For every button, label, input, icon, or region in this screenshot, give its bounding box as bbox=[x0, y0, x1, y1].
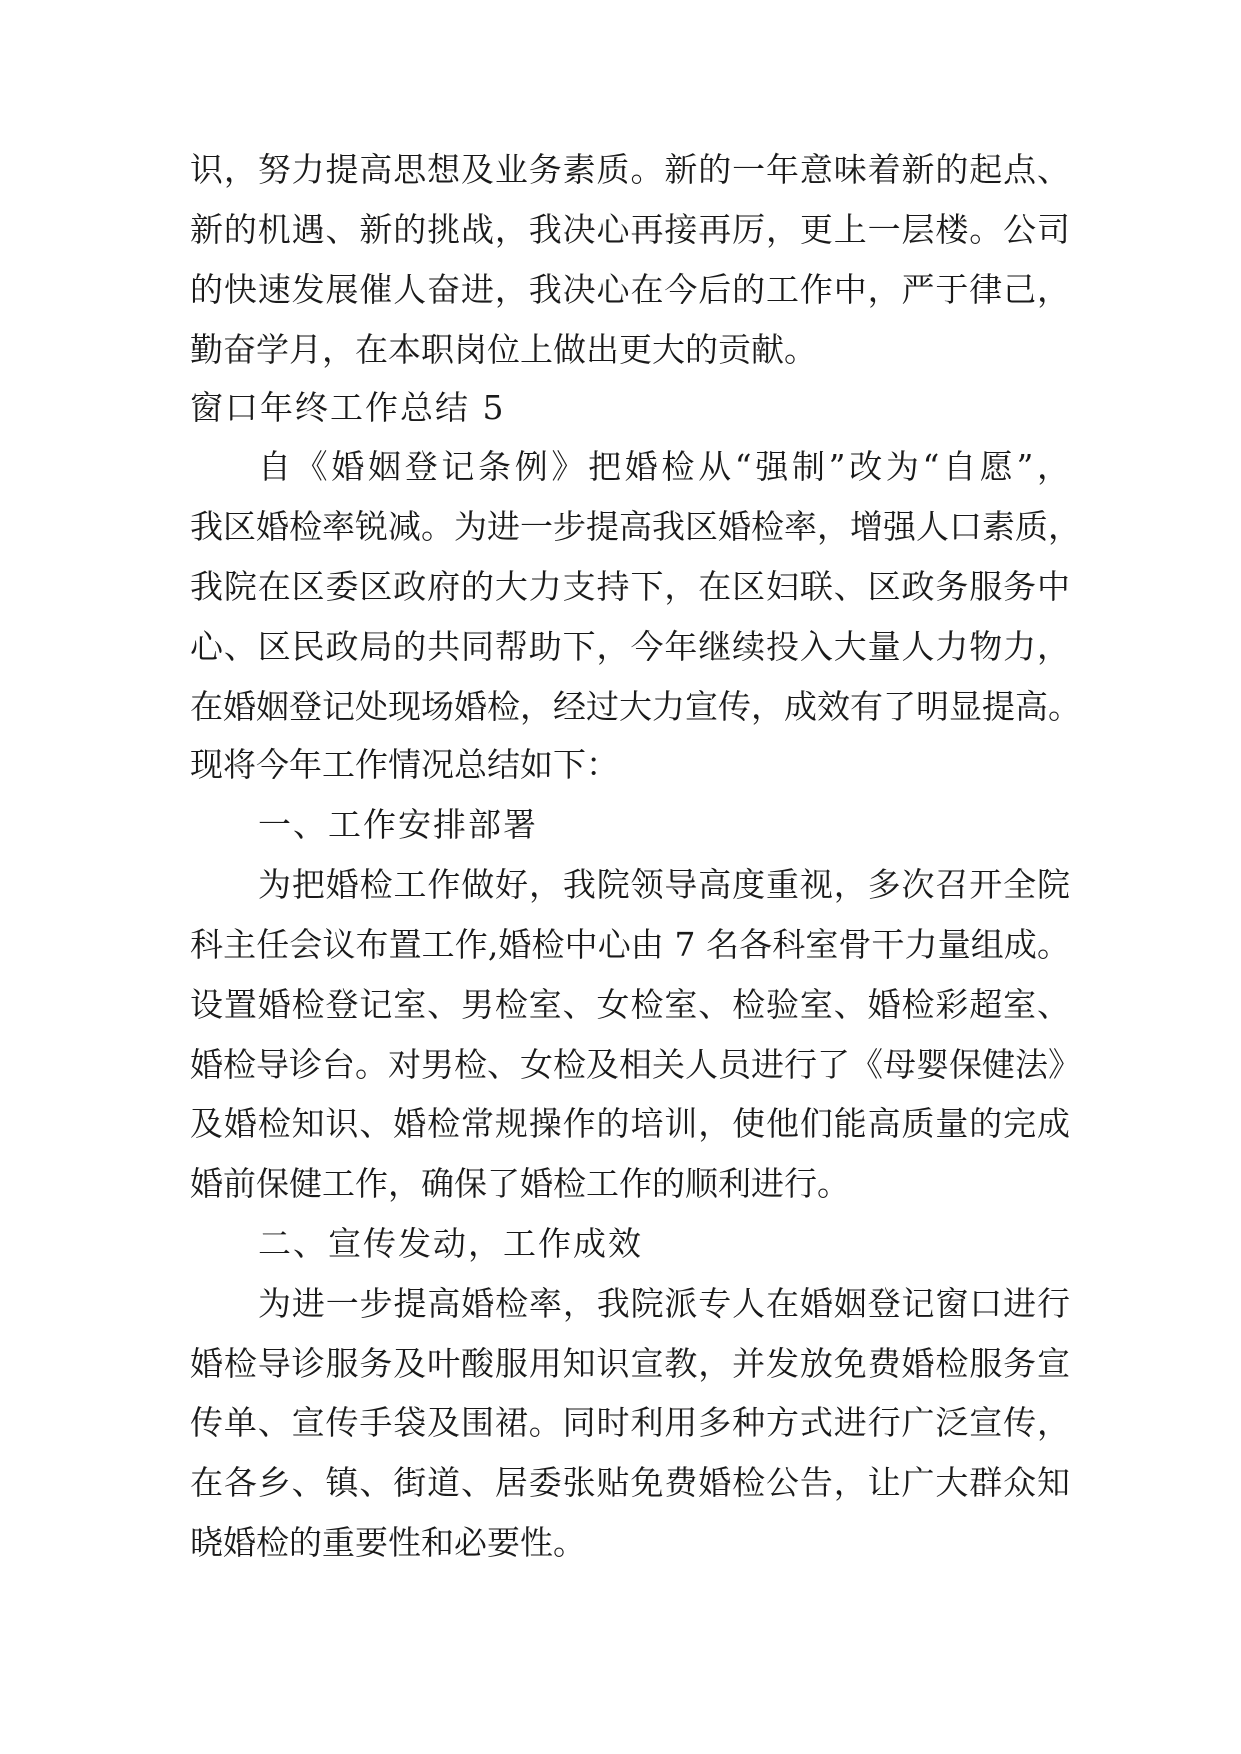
paragraph-line: 设置婚检登记室、男检室、女检室、检验室、婚检彩超室、 bbox=[190, 985, 1070, 1024]
paragraph-line: 及婚检知识、婚检常规操作的培训，使他们能高质量的完成 bbox=[190, 1104, 1070, 1143]
paragraph-line: 科主任会议布置工作,婚检中心由 7 名各科室骨干力量组成。 bbox=[190, 925, 1070, 964]
paragraph-line: 婚检导诊服务及叶酸服用知识宣教，并发放免费婚检服务宣 bbox=[190, 1344, 1070, 1383]
paragraph-line: 自《婚姻登记条例》把婚检从“强制”改为“自愿”， bbox=[258, 447, 1070, 486]
paragraph-line: 晓婚检的重要性和必要性。 bbox=[190, 1523, 586, 1562]
paragraph-line: 勤奋学月，在本职岗位上做出更大的贡献。 bbox=[190, 330, 817, 369]
paragraph-line: 婚前保健工作，确保了婚检工作的顺利进行。 bbox=[190, 1164, 850, 1203]
section-heading: 一、工作安排部署 bbox=[258, 805, 538, 844]
paragraph-line: 识，努力提高思想及业务素质。新的一年意味着新的起点、 bbox=[190, 150, 1070, 189]
paragraph-line: 我院在区委区政府的大力支持下，在区妇联、区政务服务中 bbox=[190, 567, 1070, 606]
paragraph-line: 在各乡、镇、街道、居委张贴免费婚检公告，让广大群众知 bbox=[190, 1463, 1070, 1502]
paragraph-line: 现将今年工作情况总结如下： bbox=[190, 745, 619, 784]
paragraph-line: 的快速发展催人奋进，我决心在今后的工作中，严于律己， bbox=[190, 270, 1070, 309]
paragraph-line: 为把婚检工作做好，我院领导高度重视，多次召开全院 bbox=[258, 865, 1070, 904]
paragraph-line: 在婚姻登记处现场婚检，经过大力宣传，成效有了明显提高。 bbox=[190, 687, 1081, 726]
paragraph-line: 为进一步提高婚检率，我院派专人在婚姻登记窗口进行 bbox=[258, 1284, 1070, 1323]
paragraph-line: 心、区民政局的共同帮助下，今年继续投入大量人力物力， bbox=[190, 627, 1070, 666]
paragraph-line: 新的机遇、新的挑战，我决心再接再厉，更上一层楼。公司 bbox=[190, 210, 1070, 249]
section-heading: 二、宣传发动，工作成效 bbox=[258, 1224, 643, 1263]
paragraph-line: 传单、宣传手袋及围裙。同时利用多种方式进行广泛宣传， bbox=[190, 1403, 1070, 1442]
paragraph-line: 婚检导诊台。对男检、女检及相关人员进行了《母婴保健法》 bbox=[190, 1045, 1081, 1084]
section-title: 窗口年终工作总结 5 bbox=[190, 388, 506, 427]
paragraph-line: 我区婚检率锐减。为进一步提高我区婚检率，增强人口素质， bbox=[190, 507, 1081, 546]
